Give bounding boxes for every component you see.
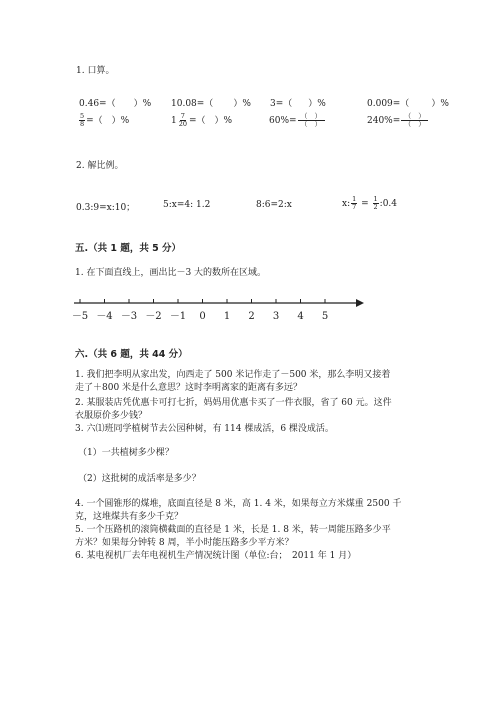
sec6-question-5: 5. 一个压路机的滚筒横截面的直径是 1 米，长是 1. 8 米，转一周能压路多少平 方米？如果每分钟转 8 周，半小时能压路多少平方米？ <box>75 525 391 548</box>
q1-item-5: $\frac{5}{8}$ =（ ）% <box>80 112 130 128</box>
fraction: $\frac{( )}{( )}$ <box>401 113 428 128</box>
number-line-tick-label: －1 <box>169 311 187 322</box>
number-line-tick-label: －5 <box>71 311 89 322</box>
sec6-question-3-sub-2: （2）这批树的成活率是多少？ <box>78 474 201 484</box>
q2-item-1: 0.3:9=x:10； <box>76 203 136 213</box>
q1-item-2: 10.08=（ ）% <box>171 99 251 109</box>
sec6-question-6: 6. 某电视机厂去年电视机生产情况统计图（单位:台； 2011 年 1 月） <box>75 551 357 561</box>
sec6-question-4: 4. 一个圆锥形的煤堆，底面直径是 8 米，高 1. 4 米，如果每立方米煤重 2500 千 克，这堆煤共有多少千克？ <box>75 499 402 522</box>
q1-item-4: 0.009=（ ）% <box>367 99 449 109</box>
q1-item-3: 3=（ ）% <box>270 99 326 109</box>
number-line-tick-label: 2 <box>248 311 255 322</box>
fraction: $\frac{1}{7}$ <box>352 195 357 211</box>
fraction: $\frac{5}{8}$ <box>80 112 85 128</box>
section-5-heading: 五.（共 1 题，共 5 分） <box>75 243 182 254</box>
number-line-tick-label: 5 <box>321 311 329 322</box>
fraction: $\frac{1}{2}$ <box>373 195 378 211</box>
number-line-tick-label: －2 <box>145 311 162 322</box>
q2-item-3: 8:6=2:x <box>256 200 292 210</box>
q2-item-2: 5:x=4: 1.2 <box>163 200 211 210</box>
q2-item-4: x: $\frac{1}{7}$ = $\frac{1}{2}$ :0.4 <box>342 195 398 211</box>
sec6-question-2: 2. 某服装店凭优惠卡可打七折，妈妈用优惠卡买了一件衣服，省了 60 元。这件 衣服原价多少钱？ <box>75 398 392 421</box>
sec6-question-3: 3. 六⑴班同学植树节去公园种树，有 114 棵成活，6 棵没成活。 <box>75 424 334 434</box>
number-line-tick-label: 3 <box>272 311 280 322</box>
fraction: $\frac{( )}{( )}$ <box>298 113 325 128</box>
q1-item-8: 240%= $\frac{( )}{( )}$ <box>367 113 429 128</box>
sec6-question-3-sub-1: （1）一共植树多少棵？ <box>78 448 174 458</box>
number-line <box>70 295 365 327</box>
fraction: $\frac{7}{20}$ <box>178 112 188 128</box>
number-line-tick-label: 4 <box>297 311 304 322</box>
q2-title: 2. 解比例。 <box>76 161 124 171</box>
sec6-question-1: 1. 我们把李明从家出发，向西走了 500 米记作走了－500 米，那么李明又接着 走了＋800 米是什么意思？这时李明离家的距离有多远？ <box>75 370 391 393</box>
q1-title: 1. 口算。 <box>76 66 115 76</box>
number-line-arrow <box>356 299 364 307</box>
number-line-tick-label: －4 <box>96 311 113 322</box>
number-line-tick-label: 0 <box>199 311 206 322</box>
sec5-question: 1. 在下面直线上，画出比－3 大的数所在区域。 <box>75 268 267 278</box>
q1-item-7: 60%= $\frac{( )}{( )}$ <box>269 113 326 128</box>
q1-item-1: 0.46=（ ）% <box>79 99 152 109</box>
section-6-heading: 六.（共 6 题，共 44 分） <box>75 349 188 360</box>
number-line-tick-label: 1 <box>223 311 231 322</box>
number-line-tick-label: －3 <box>120 311 138 322</box>
q1-item-6: 1 $\frac{7}{20}$ =（ ）% <box>171 112 233 128</box>
